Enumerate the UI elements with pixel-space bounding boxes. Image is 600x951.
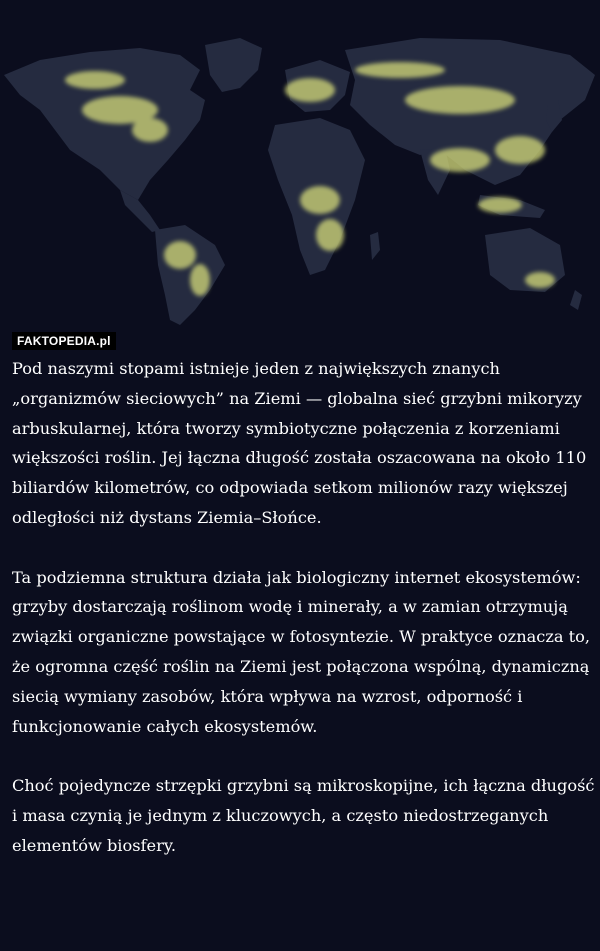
map-svg [0,0,600,330]
paragraph-3: Choć pojedyncze strzępki grzybni są mikroskopijne, ich łączna długość i masa czynią je jednym z kluczowych, a często niedostrzeganych elementów biosfery. [12,776,595,855]
paragraph-1: Pod naszymi stopami istnieje jeden z największych znanych „organizmów sieciowych” na Ziemi — globalna sieć grzybni mikoryzy arbuskularnej, która tworzy symbiotyczne połączenia z korzeniami większości roślin. Jej łączna długość została oszacowana na około 110 biliardów kilometrów, co odpowiada setkom milionów razy większej odległości niż dystans Ziemia–Słońce. [12,359,587,527]
faktopedia-watermark: FAKTOPEDIA.pl [12,332,116,350]
world-mycorrhiza-map [0,0,600,330]
paragraph-2: Ta podziemna struktura działa jak biologiczny internet ekosystemów: grzyby dostarczają roślinom wodę i minerały, a w zamian otrzymują związki organiczne powstające w fotosyntezie. W praktyce oznacza to, że ogromna część roślin na Ziemi jest połączona wspólną, dynamiczną siecią wymiany zasobów, która wpływa na wzrost, odporność i funkcjonowanie całych ekosystemów. [12,567,591,736]
article-text [12,354,596,890]
